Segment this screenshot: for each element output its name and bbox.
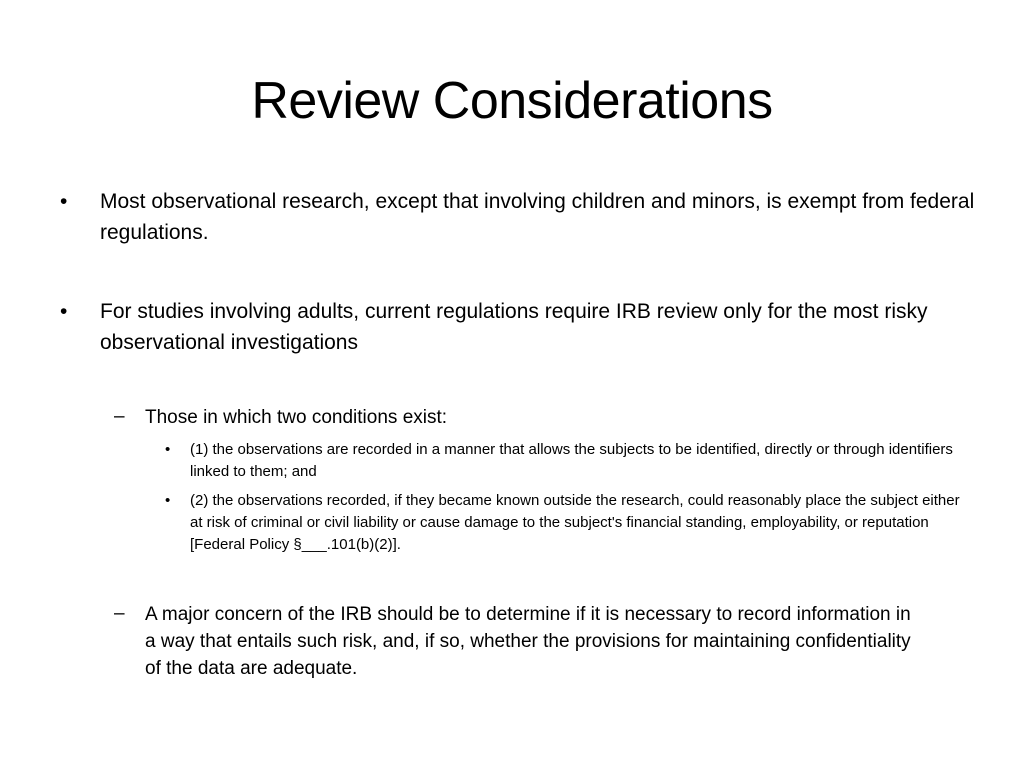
bullet-marker: • [60, 300, 68, 323]
bullet-marker: • [165, 441, 171, 458]
sub-sub-bullet-text: (1) the observations are recorded in a manner that allows the subjects to be identified, directly or through identifiers linked to them; and [190, 441, 953, 480]
sub-bullet-item [114, 601, 915, 682]
bullet-text: For studies involving adults, current regulations require IRB review only for the most risky observational investigations [100, 300, 928, 354]
bullet-item [60, 296, 980, 358]
slide-title: Review Considerations [251, 72, 773, 130]
sub-sub-bullet-item [165, 439, 960, 483]
sub-bullet-text: A major concern of the IRB should be to determine if it is necessary to record information in a way that entails such risk, and, if so, whether the provisions for maintaining confidentiality of the data are adequate. [145, 604, 911, 679]
dash-marker: – [114, 406, 125, 427]
sub-sub-bullet-item [165, 490, 960, 556]
sub-bullet-text: Those in which two conditions exist: [145, 407, 448, 428]
bullet-marker: • [60, 190, 68, 213]
bullet-text: Most observational research, except that involving children and minors, is exempt from federal regulations. [100, 190, 975, 244]
sub-sub-bullet-text: (2) the observations recorded, if they became known outside the research, could reasonably place the subject either at risk of criminal or civil liability or cause damage to the subject's financial standing, employability, or reputation [Federal Policy §___.101(b)(2)]. [190, 492, 960, 553]
bullet-marker: • [165, 492, 171, 509]
bullet-item [60, 186, 980, 248]
sub-bullet-item [114, 404, 975, 431]
dash-marker: – [114, 603, 125, 624]
